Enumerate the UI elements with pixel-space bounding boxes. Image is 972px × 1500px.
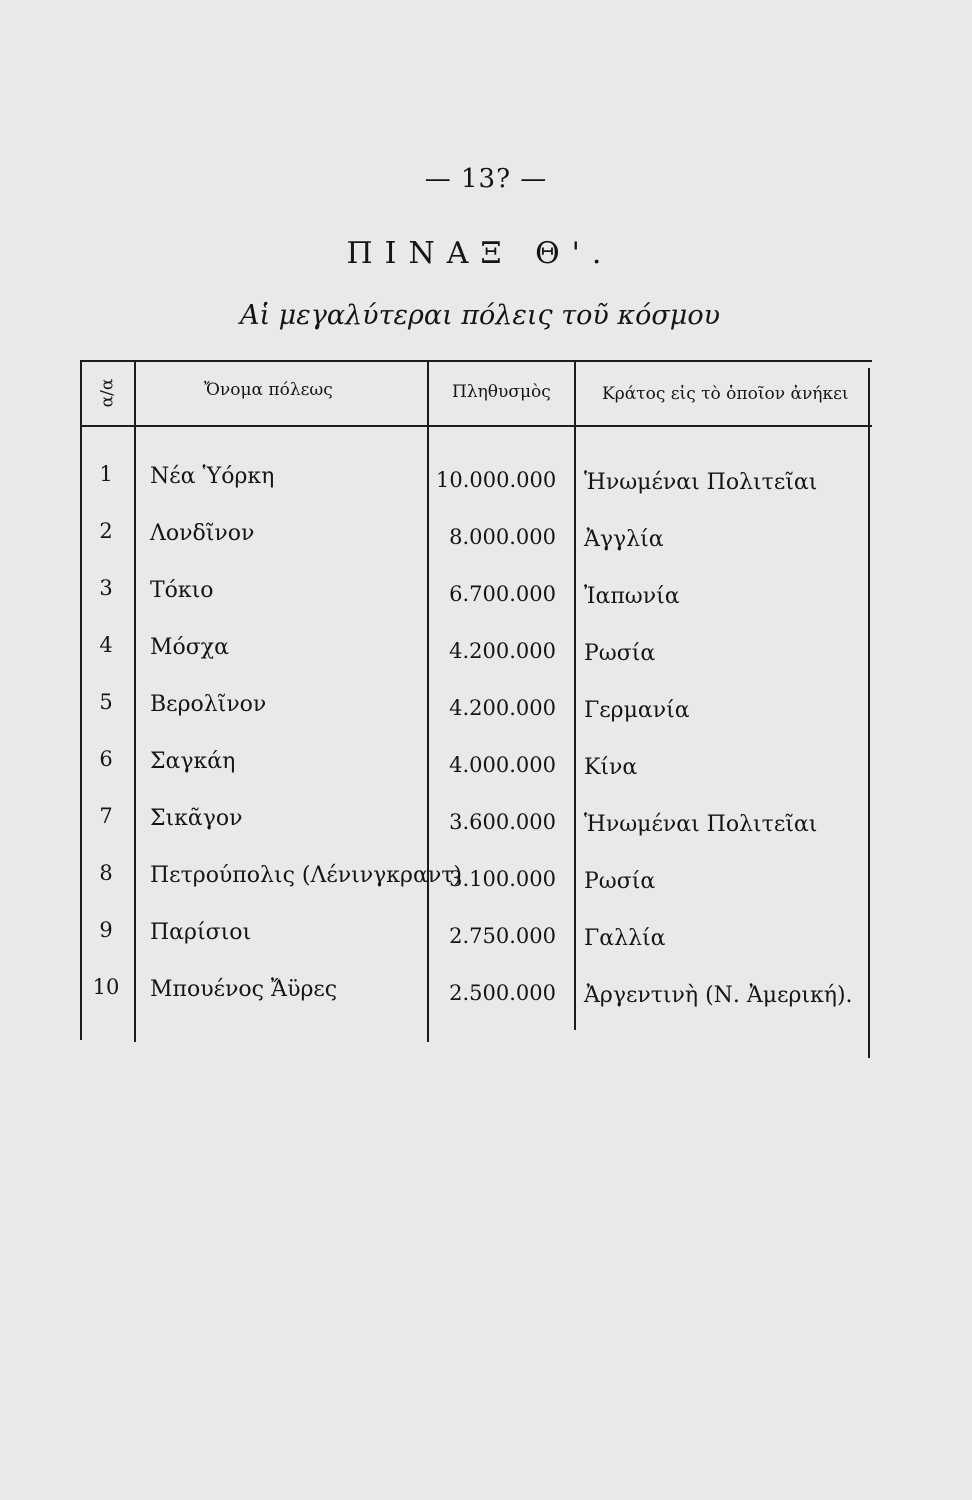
city-name: Λονδῖνον: [150, 521, 255, 546]
state-name: Ἰαπωνία: [584, 584, 680, 609]
table-row: [0, 690, 972, 730]
row-number: 8: [99, 861, 113, 885]
row-number: 2: [99, 519, 113, 543]
row-number: 1: [99, 462, 113, 486]
header-aa: [82, 368, 132, 418]
row-number: 5: [99, 690, 113, 714]
population-value: 3.600.000: [449, 810, 556, 834]
table-title: ΠΙΝΑΞ Θ'.: [346, 236, 614, 271]
row-number: 3: [99, 576, 113, 600]
page-number: — 13? —: [424, 164, 548, 194]
row-number: 9: [99, 918, 113, 942]
population-value: 4.200.000: [449, 639, 556, 663]
population-value: 4.000.000: [449, 753, 556, 777]
city-name: Παρίσιοι: [150, 920, 252, 945]
state-name: Ρωσία: [584, 869, 656, 894]
table-row: [0, 861, 972, 901]
table-row: [0, 975, 972, 1015]
table-row: [0, 633, 972, 673]
header-state: Κράτος εἰς τὸ ὁποῖον ἀνήκει: [602, 384, 849, 404]
row-number: 4: [99, 633, 113, 657]
row-number: 7: [99, 804, 113, 828]
table-row: [0, 804, 972, 844]
table-row: [0, 576, 972, 616]
row-number: 6: [99, 747, 113, 771]
population-value: 2.500.000: [449, 981, 556, 1005]
table-row: [0, 462, 972, 502]
table-row: [0, 747, 972, 787]
table-row: [0, 918, 972, 958]
row-number: 10: [92, 975, 120, 999]
population-value: 8.000.000: [449, 525, 556, 549]
header-population: Πληθυσμὸς: [452, 382, 551, 402]
city-name: Σικᾶγον: [150, 806, 243, 831]
population-value: 4.200.000: [449, 696, 556, 720]
population-value: 6.700.000: [449, 582, 556, 606]
city-name: Σαγκάη: [150, 749, 236, 774]
city-name: Μπουένος Ἄϋρες: [150, 977, 338, 1002]
table-subtitle: Αἱ μεγαλύτεραι πόλεις τοῦ κόσμου: [240, 300, 720, 331]
state-name: Γαλλία: [584, 926, 666, 951]
header-city: Ὄνομα πόλεως: [204, 380, 333, 400]
table-row: [0, 519, 972, 559]
header-aa-label: α/α: [97, 378, 117, 408]
table-header-rule: [82, 425, 872, 427]
city-name: Νέα Ὑόρκη: [150, 464, 275, 489]
state-name: Ἡνωμέναι Πολιτεῖαι: [584, 470, 818, 495]
state-name: Γερμανία: [584, 698, 690, 723]
state-name: Ἡνωμέναι Πολιτεῖαι: [584, 812, 818, 837]
population-value: 10.000.000: [436, 468, 557, 492]
city-name: Τόκιο: [150, 578, 214, 603]
population-value: 3.100.000: [449, 867, 556, 891]
city-name: Μόσχα: [150, 635, 229, 660]
state-name: Κίνα: [584, 755, 638, 780]
population-value: 2.750.000: [449, 924, 556, 948]
city-name: Πετρούπολις (Λένινγκραντ): [150, 863, 462, 888]
state-name: Ρωσία: [584, 641, 656, 666]
city-name: Βερολῖνον: [150, 692, 267, 717]
state-name: Ἀργεντινὴ (Ν. Ἀμερική).: [584, 983, 853, 1008]
table-top-rule: [82, 360, 872, 362]
state-name: Ἀγγλία: [584, 527, 664, 552]
